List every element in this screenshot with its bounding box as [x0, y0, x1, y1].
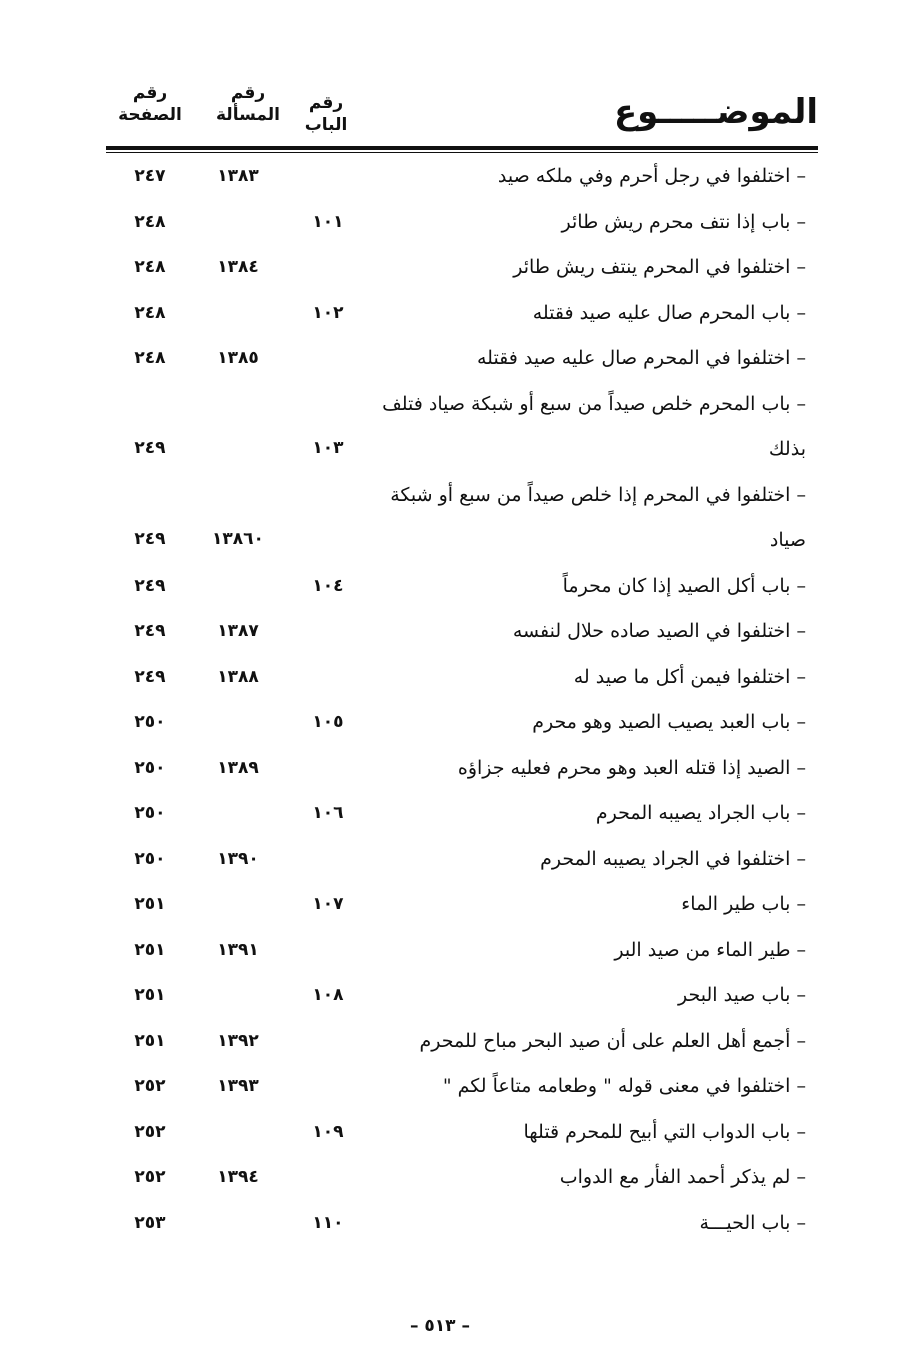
header-label: رقم: [132, 83, 168, 103]
page-number-cell: ٢٤٩: [134, 528, 166, 549]
table-row: [0, 1159, 904, 1205]
topic-cell: – اختلفوا في الصيد صاده حلال لنفسه: [512, 620, 806, 642]
chapter-number-cell: ١٠٦: [312, 803, 344, 823]
header-divider: [106, 146, 818, 150]
topic-cell: – باب المحرم صال عليه صيد فقتله: [532, 301, 806, 324]
table-row: [0, 249, 904, 295]
page-number-cell: ٢٥٠: [134, 848, 166, 869]
topic-cell: – أجمع أهل العلم على أن صيد البحر مباح للمحرم: [419, 1029, 806, 1052]
page-number-cell: ٢٤٩: [134, 437, 166, 458]
issue-number-cell: ١٣٨٩: [217, 757, 259, 778]
table-row: [0, 977, 904, 1023]
table-row: [0, 795, 904, 841]
page-number-cell: ٢٥٠: [134, 803, 166, 823]
chapter-number-cell: ١٠٩: [312, 1121, 344, 1142]
issue-number-cell: ١٣٨٤: [217, 257, 259, 277]
table-row: [0, 1068, 904, 1114]
page-number-cell: ٢٤٩: [134, 575, 166, 596]
page-number-cell: ٢٥١: [134, 985, 166, 1005]
topic-cell: – اختلفوا في معنى قوله " وطعامه متاعاً لكم ": [442, 1075, 806, 1097]
table-row: [0, 1205, 904, 1251]
table-row: [0, 340, 904, 386]
topic-cell: – باب العبد يصيب الصيد وهو محرم: [532, 711, 806, 733]
page-number-cell: ٢٥١: [134, 894, 166, 914]
table-row: [0, 158, 904, 204]
topic-cell: – اختلفوا في الجراد يصيبه المحرم: [540, 847, 806, 870]
page-number-cell: ٢٥١: [134, 939, 166, 960]
table-row: [0, 704, 904, 750]
chapter-number-header: [286, 92, 366, 136]
topic-cell: – باب صيد البحر: [678, 984, 806, 1006]
topic-cell: – باب المحرم خلص صيداً من سبع أو شبكة صياد فتلف بذلك: [382, 392, 806, 460]
issue-number-cell: ١٣٩٤: [217, 1167, 259, 1187]
table-row: [0, 386, 904, 477]
page-number-cell: ٢٤٧: [134, 166, 166, 186]
page-number-cell: ٢٤٨: [134, 211, 166, 232]
table-row: [0, 295, 904, 341]
page-number-cell: ٢٥٢: [134, 1121, 166, 1142]
topic-cell: – اختلفوا في المحرم صال عليه صيد فقتله: [476, 347, 806, 369]
header-divider-thin: [106, 152, 818, 153]
table-row: [0, 1114, 904, 1160]
table-row: [0, 841, 904, 887]
chapter-number-cell: ١٠٢: [312, 302, 344, 323]
issue-number-cell: ١٣٩٢: [217, 1030, 259, 1051]
topic-cell: – باب أكل الصيد إذا كان محرماً: [562, 574, 806, 597]
header-label: الصفحة: [118, 105, 182, 125]
issue-number-cell: ١٣٨٦٠: [212, 528, 264, 549]
page-number-cell: ٢٥٢: [134, 1167, 166, 1187]
topic-cell: – باب الدواب التي أبيح للمحرم قتلها: [523, 1120, 806, 1143]
header-label: رقم: [308, 93, 344, 113]
chapter-number-cell: ١٠٥: [312, 712, 344, 732]
topic-header: الموضـــــوع: [613, 92, 818, 132]
topic-cell: – اختلفوا في المحرم إذا خلص صيداً من سبع أو شبكة صياد: [390, 483, 806, 551]
page-number-cell: ٢٥١: [134, 1030, 166, 1051]
table-row: [0, 750, 904, 796]
page-number-cell: ٢٤٨: [134, 302, 166, 323]
page-number-cell: ٢٤٨: [134, 348, 166, 368]
issue-number-cell: ١٣٩٣: [217, 1076, 259, 1096]
page-number-cell: ٢٥٣: [134, 1212, 166, 1233]
table-row: [0, 659, 904, 705]
table-row: [0, 886, 904, 932]
chapter-number-cell: ١٠٧: [312, 894, 344, 914]
topic-cell: – طير الماء من صيد البر: [614, 938, 806, 961]
table-row: [0, 1023, 904, 1069]
table-row: [0, 204, 904, 250]
header-label: الباب: [304, 115, 348, 135]
page-number: – ٥١٣ –: [410, 1316, 470, 1336]
issue-number-header: [200, 82, 296, 126]
topic-cell: – اختلفوا في رجل أحرم وفي ملكه صيد: [497, 165, 806, 187]
topic-cell: – اختلفوا فيمن أكل ما صيد له: [573, 665, 806, 688]
chapter-number-cell: ١٠٨: [312, 985, 344, 1005]
topic-cell: – باب طير الماء: [681, 893, 806, 915]
issue-number-cell: ١٣٩١: [217, 939, 259, 960]
topic-cell: – باب الجراد يصيبه المحرم: [595, 802, 806, 824]
table-row: [0, 932, 904, 978]
index-table-body: [0, 158, 904, 1250]
issue-number-cell: ١٣٨٣: [217, 166, 259, 186]
issue-number-cell: ١٣٨٥: [217, 348, 259, 368]
topic-cell: – الصيد إذا قتله العبد وهو محرم فعليه جزاؤه: [457, 756, 806, 779]
table-header: [100, 82, 818, 146]
page-number-cell: ٢٥٢: [134, 1076, 166, 1096]
topic-cell: – لم يذكر أحمد الفأر مع الدواب: [559, 1166, 806, 1188]
issue-number-cell: ١٣٨٨: [217, 666, 259, 687]
table-row: [0, 613, 904, 659]
topic-cell: – اختلفوا في المحرم ينتف ريش طائر: [513, 256, 806, 278]
chapter-number-cell: ١١٠: [312, 1212, 344, 1233]
page-number-cell: ٢٤٩: [134, 621, 166, 641]
topic-cell: – باب إذا نتف محرم ريش طائر: [561, 210, 806, 233]
table-row: [0, 568, 904, 614]
page-number-cell: ٢٤٨: [134, 257, 166, 277]
page-number-header: [108, 82, 192, 126]
issue-number-cell: ١٣٨٧: [217, 621, 259, 641]
page-number-cell: ٢٥٠: [134, 712, 166, 732]
chapter-number-cell: ١٠٣: [312, 437, 344, 458]
header-label: المسألة: [216, 105, 280, 125]
chapter-number-cell: ١٠٤: [312, 575, 344, 596]
page-number-cell: ٢٥٠: [134, 757, 166, 778]
page-number-cell: ٢٤٩: [134, 666, 166, 687]
header-label: رقم: [230, 83, 266, 103]
topic-cell: – باب الحيـــة: [699, 1211, 806, 1234]
chapter-number-cell: ١٠١: [312, 211, 344, 232]
issue-number-cell: ١٣٩٠: [217, 848, 259, 869]
table-row: [0, 477, 904, 568]
